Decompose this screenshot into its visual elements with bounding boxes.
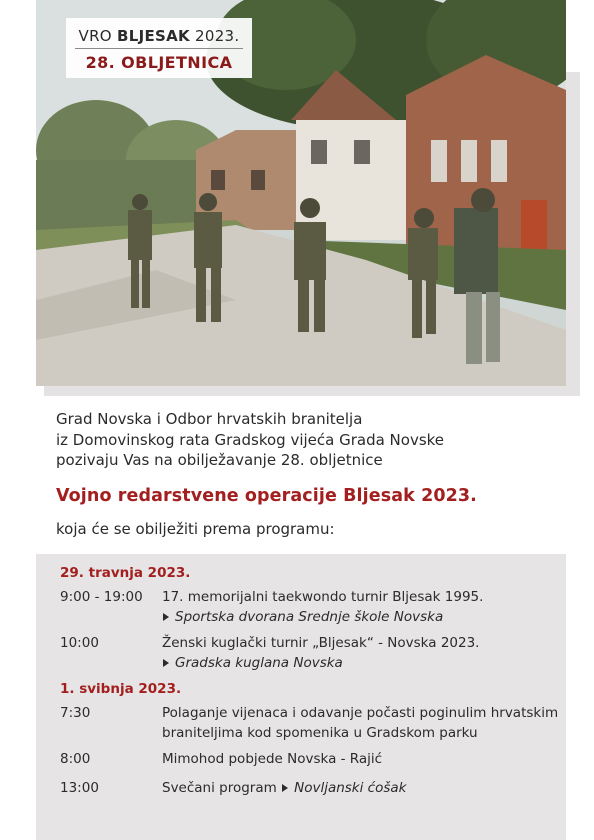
title-divider — [75, 48, 243, 49]
program-schedule — [36, 554, 566, 840]
event-location-text: Novljanski ćošak — [294, 780, 407, 796]
event-title: Mimohod pobjede Novska - Rajić — [162, 751, 383, 767]
event-time: 7:30 — [60, 705, 91, 721]
event-description — [162, 587, 562, 627]
event-title-with-location — [162, 778, 562, 798]
event-title: Polaganje vijenaca i odavanje počasti poginulim hrvatskim — [162, 705, 559, 721]
event-title-line1 — [66, 27, 252, 45]
event-location-text: Sportska dvorana Srednje škole Novska — [175, 609, 444, 625]
event-time: 10:00 — [60, 635, 99, 651]
event-title: Svečani program — [162, 780, 277, 796]
event-description — [162, 749, 562, 769]
event-location-text: Gradska kuglana Novska — [175, 655, 343, 671]
operation-title: Vojno redarstvene operacije Bljesak 2023. — [56, 486, 477, 506]
intro-line: pozivaju Vas na obilježavanje 28. obljetnice — [56, 451, 383, 469]
date-heading: 29. travnja 2023. — [60, 565, 191, 581]
anniversary-label: 28. OBLJETNICA — [85, 53, 233, 72]
date-heading: 1. svibnja 2023. — [60, 681, 182, 697]
triangle-right-icon — [163, 659, 169, 667]
event-title: Ženski kuglački turnir „Bljesak“ - Novska 2023. — [162, 635, 480, 651]
event-time: 13:00 — [60, 780, 99, 796]
event-time: 8:00 — [60, 751, 91, 767]
event-title: 17. memorijalni taekwondo turnir Bljesak 1995. — [162, 589, 484, 605]
title-suffix: 2023. — [189, 27, 240, 45]
title-strong: BLJESAK — [116, 27, 190, 45]
event-description — [162, 633, 562, 673]
event-location — [162, 653, 562, 673]
event-location — [162, 607, 562, 627]
title-prefix: VRO — [78, 27, 117, 45]
triangle-right-icon — [163, 613, 169, 621]
event-title-continued: braniteljima kod spomenika u Gradskom parku — [162, 725, 478, 741]
event-title-block — [66, 18, 252, 78]
program-intro: koja će se obilježiti prema programu: — [56, 520, 335, 538]
triangle-right-icon — [282, 784, 288, 792]
intro-line: iz Domovinskog rata Gradskog vijeća Grada Novske — [56, 430, 445, 449]
intro-line: Grad Novska i Odbor hrvatskih branitelja — [56, 410, 363, 428]
invitation-intro — [56, 409, 526, 471]
event-description — [162, 778, 562, 798]
event-time: 9:00 - 19:00 — [60, 589, 143, 605]
event-description — [162, 703, 562, 743]
